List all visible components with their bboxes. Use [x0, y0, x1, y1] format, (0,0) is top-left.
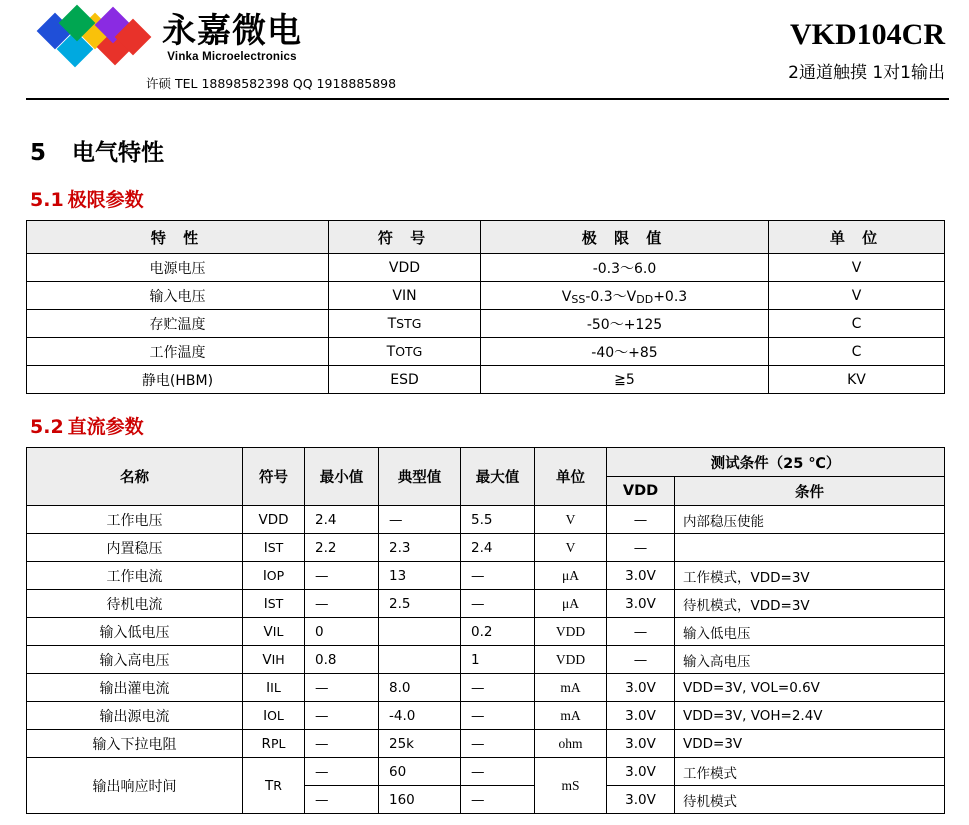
cell-max: 2.4 — [461, 534, 535, 562]
cell-min: — — [305, 590, 379, 618]
cell-condition: 内部稳压使能 — [675, 506, 945, 534]
logo-diamonds-icon — [40, 10, 158, 68]
cell-typ: — — [379, 506, 461, 534]
cell-name: 待机电流 — [27, 590, 243, 618]
col-typ: 典型值 — [379, 448, 461, 506]
cell-feature: 存贮温度 — [27, 310, 329, 338]
dc-parameters-table — [26, 447, 945, 814]
cell-symbol: TOTG — [329, 338, 481, 366]
cell-condition: 工作模式，VDD=3V — [675, 562, 945, 590]
cell-vdd: 3.0V — [607, 674, 675, 702]
cell-vdd: 3.0V — [607, 730, 675, 758]
cell-name: 输入下拉电阻 — [27, 730, 243, 758]
col-unit: 单 位 — [769, 221, 945, 254]
cell-unit: VDD — [535, 646, 607, 674]
limits-table — [26, 220, 945, 394]
cell-condition — [675, 534, 945, 562]
cell-min: — — [305, 702, 379, 730]
cell-name: 输出灌电流 — [27, 674, 243, 702]
page-header — [26, 6, 949, 100]
table-row — [27, 310, 945, 338]
cell-name: 输出源电流 — [27, 702, 243, 730]
cell-vdd: — — [607, 618, 675, 646]
cell-vdd: — — [607, 534, 675, 562]
cell-value: -40～+85 — [481, 338, 769, 366]
cell-vdd: 3.0V — [607, 758, 675, 786]
col-max: 最大值 — [461, 448, 535, 506]
contact-info: 许硕 TEL 18898582398 QQ 1918885898 — [146, 76, 397, 91]
cell-typ: 8.0 — [379, 674, 461, 702]
part-number: VKD104CR — [790, 18, 945, 51]
cell-typ: 160 — [379, 786, 461, 814]
cell-max: — — [461, 674, 535, 702]
cell-feature: 工作温度 — [27, 338, 329, 366]
subsection-heading-limits — [30, 185, 969, 212]
cell-name: 工作电压 — [27, 506, 243, 534]
company-name-cn: 永嘉微电 — [162, 11, 302, 51]
cell-symbol: TR — [243, 758, 305, 814]
cell-symbol: IOP — [243, 562, 305, 590]
cell-unit: VDD — [535, 618, 607, 646]
cell-unit: C — [769, 310, 945, 338]
cell-feature: 输入电压 — [27, 282, 329, 310]
cell-unit: V — [535, 506, 607, 534]
cell-unit: ohm — [535, 730, 607, 758]
cell-max: — — [461, 786, 535, 814]
col-limit-value: 极 限 值 — [481, 221, 769, 254]
col-symbol: 符 号 — [329, 221, 481, 254]
cell-value: -0.3～6.0 — [481, 254, 769, 282]
cell-typ: 2.3 — [379, 534, 461, 562]
table-row — [27, 366, 945, 394]
cell-unit: mA — [535, 702, 607, 730]
cell-value: -50～+125 — [481, 310, 769, 338]
cell-vdd: 3.0V — [607, 590, 675, 618]
cell-symbol: IOL — [243, 702, 305, 730]
section-number: 5 — [30, 140, 47, 166]
col-condition: 条件 — [675, 477, 945, 506]
cell-max: — — [461, 590, 535, 618]
cell-unit: mA — [535, 674, 607, 702]
cell-condition: VDD=3V, VOL=0.6V — [675, 674, 945, 702]
subsection-number-52: 5.2 — [30, 416, 64, 438]
cell-condition: VDD=3V — [675, 730, 945, 758]
table-row — [27, 702, 945, 730]
cell-typ: 25k — [379, 730, 461, 758]
cell-feature: 静电(HBM) — [27, 366, 329, 394]
cell-name: 输出响应时间 — [27, 758, 243, 814]
col-unit: 单位 — [535, 448, 607, 506]
cell-vdd: — — [607, 646, 675, 674]
cell-min: 0.8 — [305, 646, 379, 674]
cell-symbol: IIL — [243, 674, 305, 702]
cell-name: 工作电流 — [27, 562, 243, 590]
table-row — [27, 618, 945, 646]
cell-symbol: VIL — [243, 618, 305, 646]
cell-unit: C — [769, 338, 945, 366]
cell-symbol: RPL — [243, 730, 305, 758]
cell-condition: 输入低电压 — [675, 618, 945, 646]
table-header-row — [27, 221, 945, 254]
cell-unit: KV — [769, 366, 945, 394]
cell-condition: 输入高电压 — [675, 646, 945, 674]
table-row — [27, 254, 945, 282]
cell-symbol: TSTG — [329, 310, 481, 338]
cell-min: 2.2 — [305, 534, 379, 562]
cell-unit: mS — [535, 758, 607, 814]
table-row — [27, 506, 945, 534]
cell-feature: 电源电压 — [27, 254, 329, 282]
cell-max: — — [461, 730, 535, 758]
cell-unit: μA — [535, 590, 607, 618]
part-description: 2通道触摸 1对1输出 — [788, 63, 945, 83]
cell-name: 输入低电压 — [27, 618, 243, 646]
cell-condition: VDD=3V, VOH=2.4V — [675, 702, 945, 730]
table-header-row-1 — [27, 448, 945, 477]
cell-min: — — [305, 786, 379, 814]
cell-condition: 待机模式 — [675, 786, 945, 814]
cell-symbol: VDD — [329, 254, 481, 282]
company-name-en: Vinka Microelectronics — [167, 51, 297, 63]
cell-max: 1 — [461, 646, 535, 674]
table-row — [27, 282, 945, 310]
col-symbol: 符号 — [243, 448, 305, 506]
cell-value: VSS-0.3～VDD+0.3 — [481, 282, 769, 310]
cell-min: — — [305, 674, 379, 702]
section-heading — [30, 134, 969, 167]
cell-typ: 60 — [379, 758, 461, 786]
table-row — [27, 730, 945, 758]
table-row — [27, 590, 945, 618]
section-title: 电气特性 — [72, 140, 165, 166]
table-row — [27, 646, 945, 674]
col-min: 最小值 — [305, 448, 379, 506]
cell-max: — — [461, 758, 535, 786]
cell-min: 0 — [305, 618, 379, 646]
subsection-number-51: 5.1 — [30, 189, 64, 211]
cell-max: 5.5 — [461, 506, 535, 534]
col-vdd: VDD — [607, 477, 675, 506]
cell-symbol: ESD — [329, 366, 481, 394]
cell-typ: 2.5 — [379, 590, 461, 618]
cell-unit: V — [535, 534, 607, 562]
cell-unit: V — [769, 254, 945, 282]
cell-min: — — [305, 562, 379, 590]
cell-value: ≧5 — [481, 366, 769, 394]
table-row — [27, 338, 945, 366]
cell-max: — — [461, 702, 535, 730]
col-feature: 特 性 — [27, 221, 329, 254]
cell-min: — — [305, 758, 379, 786]
cell-typ: 13 — [379, 562, 461, 590]
cell-typ: -4.0 — [379, 702, 461, 730]
cell-symbol: VIN — [329, 282, 481, 310]
subsection-title-52: 直流参数 — [67, 416, 144, 438]
cell-symbol: VDD — [243, 506, 305, 534]
cell-typ — [379, 646, 461, 674]
cell-min: 2.4 — [305, 506, 379, 534]
subsection-heading-dc — [30, 412, 969, 439]
cell-name: 内置稳压 — [27, 534, 243, 562]
cell-symbol: IST — [243, 534, 305, 562]
subsection-title-51: 极限参数 — [67, 189, 144, 211]
cell-condition: 待机模式，VDD=3V — [675, 590, 945, 618]
cell-min: — — [305, 730, 379, 758]
table-row — [27, 674, 945, 702]
cell-vdd: 3.0V — [607, 702, 675, 730]
cell-symbol: IST — [243, 590, 305, 618]
cell-typ — [379, 618, 461, 646]
cell-vdd: 3.0V — [607, 562, 675, 590]
cell-symbol: VIH — [243, 646, 305, 674]
cell-unit: μA — [535, 562, 607, 590]
company-logo — [40, 10, 302, 68]
table-row — [27, 562, 945, 590]
cell-condition: 工作模式 — [675, 758, 945, 786]
col-test-conditions: 测试条件（25 ℃） — [607, 448, 945, 477]
cell-unit: V — [769, 282, 945, 310]
cell-max: 0.2 — [461, 618, 535, 646]
cell-vdd: 3.0V — [607, 786, 675, 814]
cell-vdd: — — [607, 506, 675, 534]
col-name: 名称 — [27, 448, 243, 506]
table-row — [27, 758, 945, 786]
cell-max: — — [461, 562, 535, 590]
table-row — [27, 534, 945, 562]
cell-name: 输入高电压 — [27, 646, 243, 674]
